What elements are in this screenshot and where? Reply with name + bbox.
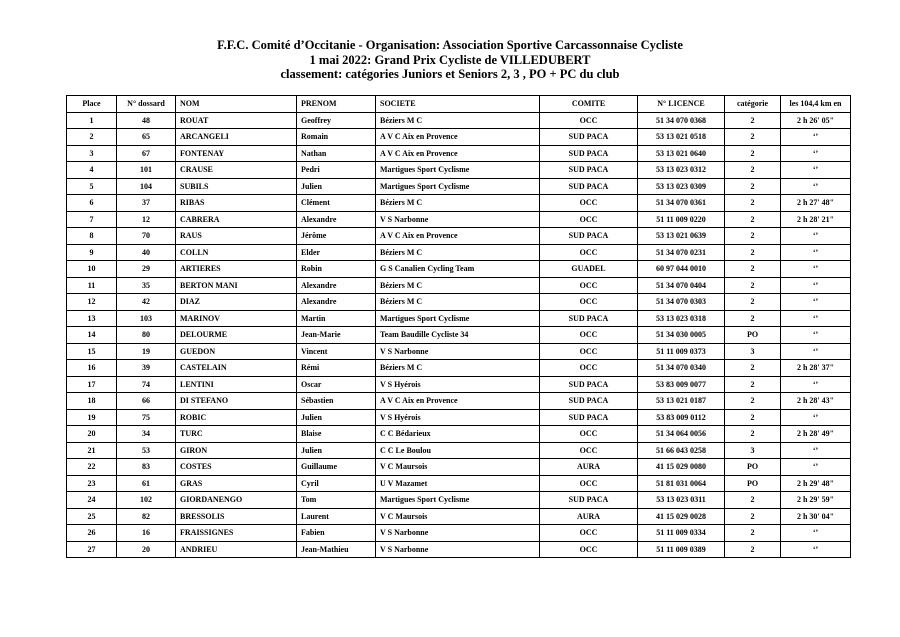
col-header-name: NOM (176, 96, 297, 113)
cell-category: 2 (725, 195, 781, 212)
cell-bib: 34 (117, 426, 176, 443)
cell-licence: 51 11 009 0220 (638, 211, 725, 228)
cell-place: 3 (67, 145, 117, 162)
cell-club: Martigues Sport Cyclisme (376, 492, 540, 509)
cell-place: 9 (67, 244, 117, 261)
cell-club: Béziers M C (376, 360, 540, 377)
cell-firstname: Jean-Marie (297, 327, 376, 344)
cell-category: 2 (725, 525, 781, 542)
cell-firstname: Clément (297, 195, 376, 212)
cell-time: ‘’ (781, 459, 851, 476)
cell-licence: 51 11 009 0373 (638, 343, 725, 360)
cell-place: 14 (67, 327, 117, 344)
table-row (67, 492, 851, 509)
cell-name: GIRON (176, 442, 297, 459)
header-title: F.F.C. Comité d’Occitanie - Organisation: Association Sportive Carcassonnaise Cycliste (217, 38, 683, 52)
col-header-time: les 104,4 km en (781, 96, 851, 113)
cell-bib: 20 (117, 541, 176, 558)
table-row (67, 310, 851, 327)
cell-name: CABRERA (176, 211, 297, 228)
cell-place: 19 (67, 409, 117, 426)
cell-committee: SUD PACA (540, 162, 638, 179)
cell-bib: 75 (117, 409, 176, 426)
cell-club: V S Narbonne (376, 211, 540, 228)
cell-club: V S Hyérois (376, 409, 540, 426)
cell-licence: 53 83 009 0112 (638, 409, 725, 426)
cell-place: 27 (67, 541, 117, 558)
table-row (67, 211, 851, 228)
cell-firstname: Blaise (297, 426, 376, 443)
cell-place: 21 (67, 442, 117, 459)
cell-licence: 51 11 009 0334 (638, 525, 725, 542)
cell-firstname: Fabien (297, 525, 376, 542)
cell-firstname: Geoffrey (297, 112, 376, 129)
table-row (67, 442, 851, 459)
cell-place: 25 (67, 508, 117, 525)
cell-committee: AURA (540, 459, 638, 476)
cell-name: FONTENAY (176, 145, 297, 162)
cell-place: 24 (67, 492, 117, 509)
cell-bib: 66 (117, 393, 176, 410)
cell-time: ‘’ (781, 376, 851, 393)
cell-bib: 19 (117, 343, 176, 360)
cell-bib: 83 (117, 459, 176, 476)
cell-name: ARTIERES (176, 261, 297, 278)
cell-committee: OCC (540, 294, 638, 311)
cell-name: GRAS (176, 475, 297, 492)
cell-time: ‘’ (781, 343, 851, 360)
cell-club: C C Bédarieux (376, 426, 540, 443)
cell-club: A V C Aix en Provence (376, 228, 540, 245)
table-row (67, 228, 851, 245)
cell-category: 2 (725, 541, 781, 558)
table-row (67, 393, 851, 410)
cell-licence: 51 66 043 0258 (638, 442, 725, 459)
cell-name: TURC (176, 426, 297, 443)
cell-bib: 104 (117, 178, 176, 195)
table-row (67, 129, 851, 146)
cell-committee: OCC (540, 327, 638, 344)
cell-place: 16 (67, 360, 117, 377)
cell-firstname: Alexandre (297, 277, 376, 294)
cell-name: ANDRIEU (176, 541, 297, 558)
cell-firstname: Alexandre (297, 294, 376, 311)
cell-category: 3 (725, 442, 781, 459)
table-row (67, 145, 851, 162)
cell-licence: 51 81 031 0064 (638, 475, 725, 492)
cell-licence: 51 34 070 0340 (638, 360, 725, 377)
cell-place: 13 (67, 310, 117, 327)
cell-bib: 16 (117, 525, 176, 542)
cell-bib: 61 (117, 475, 176, 492)
cell-place: 17 (67, 376, 117, 393)
cell-name: SUBILS (176, 178, 297, 195)
cell-club: Béziers M C (376, 294, 540, 311)
cell-bib: 80 (117, 327, 176, 344)
cell-committee: GUADEL (540, 261, 638, 278)
cell-committee: OCC (540, 541, 638, 558)
cell-category: 2 (725, 244, 781, 261)
cell-category: 2 (725, 228, 781, 245)
cell-category: 2 (725, 162, 781, 179)
cell-licence: 60 97 044 0010 (638, 261, 725, 278)
cell-time: ‘’ (781, 162, 851, 179)
cell-place: 22 (67, 459, 117, 476)
table-row (67, 508, 851, 525)
cell-licence: 41 15 029 0080 (638, 459, 725, 476)
cell-bib: 102 (117, 492, 176, 509)
cell-firstname: Oscar (297, 376, 376, 393)
cell-place: 12 (67, 294, 117, 311)
cell-firstname: Alexandre (297, 211, 376, 228)
cell-committee: AURA (540, 508, 638, 525)
cell-category: 2 (725, 310, 781, 327)
cell-licence: 51 11 009 0389 (638, 541, 725, 558)
col-header-category: catégorie (725, 96, 781, 113)
cell-category: PO (725, 327, 781, 344)
table-row (67, 475, 851, 492)
cell-time: ‘’ (781, 541, 851, 558)
cell-name: LENTINI (176, 376, 297, 393)
cell-bib: 39 (117, 360, 176, 377)
cell-time: 2 h 26' 05" (781, 112, 851, 129)
cell-firstname: Julien (297, 178, 376, 195)
cell-time: 2 h 27' 48" (781, 195, 851, 212)
cell-club: Béziers M C (376, 112, 540, 129)
cell-place: 1 (67, 112, 117, 129)
cell-bib: 82 (117, 508, 176, 525)
cell-name: BRESSOLIS (176, 508, 297, 525)
cell-firstname: Jérôme (297, 228, 376, 245)
cell-name: MARINOV (176, 310, 297, 327)
cell-name: RIBAS (176, 195, 297, 212)
cell-name: ARCANGELI (176, 129, 297, 146)
cell-place: 20 (67, 426, 117, 443)
cell-bib: 12 (117, 211, 176, 228)
col-header-bib: N° dossard (117, 96, 176, 113)
cell-place: 23 (67, 475, 117, 492)
cell-club: V S Hyérois (376, 376, 540, 393)
cell-category: PO (725, 475, 781, 492)
cell-firstname: Jean-Mathieu (297, 541, 376, 558)
table-row (67, 360, 851, 377)
cell-category: PO (725, 459, 781, 476)
cell-category: 2 (725, 409, 781, 426)
cell-category: 2 (725, 145, 781, 162)
table-row (67, 426, 851, 443)
cell-time: ‘’ (781, 129, 851, 146)
cell-licence: 41 15 029 0028 (638, 508, 725, 525)
results-table (66, 95, 851, 558)
table-row (67, 178, 851, 195)
cell-licence: 53 83 009 0077 (638, 376, 725, 393)
cell-time: ‘’ (781, 178, 851, 195)
cell-committee: SUD PACA (540, 310, 638, 327)
cell-committee: OCC (540, 343, 638, 360)
cell-bib: 74 (117, 376, 176, 393)
cell-time: ‘’ (781, 310, 851, 327)
cell-category: 2 (725, 426, 781, 443)
cell-firstname: Julien (297, 409, 376, 426)
table-row (67, 327, 851, 344)
cell-club: A V C Aix en Provence (376, 145, 540, 162)
cell-time: 2 h 28' 49" (781, 426, 851, 443)
cell-category: 2 (725, 261, 781, 278)
cell-bib: 67 (117, 145, 176, 162)
cell-place: 6 (67, 195, 117, 212)
cell-firstname: Romain (297, 129, 376, 146)
cell-name: CASTELAIN (176, 360, 297, 377)
col-header-place: Place (67, 96, 117, 113)
cell-name: RAUS (176, 228, 297, 245)
cell-name: CRAUSE (176, 162, 297, 179)
cell-place: 5 (67, 178, 117, 195)
cell-committee: OCC (540, 475, 638, 492)
cell-time: ‘’ (781, 442, 851, 459)
cell-place: 11 (67, 277, 117, 294)
cell-bib: 42 (117, 294, 176, 311)
table-row (67, 525, 851, 542)
cell-club: Martigues Sport Cyclisme (376, 162, 540, 179)
cell-bib: 70 (117, 228, 176, 245)
table-row (67, 541, 851, 558)
cell-licence: 53 13 023 0311 (638, 492, 725, 509)
table-row (67, 162, 851, 179)
cell-category: 2 (725, 178, 781, 195)
table-row (67, 294, 851, 311)
cell-club: Béziers M C (376, 244, 540, 261)
cell-firstname: Rémi (297, 360, 376, 377)
cell-bib: 48 (117, 112, 176, 129)
cell-licence: 53 13 021 0640 (638, 145, 725, 162)
cell-committee: OCC (540, 112, 638, 129)
cell-time: ‘’ (781, 409, 851, 426)
cell-licence: 51 34 070 0404 (638, 277, 725, 294)
cell-licence: 51 34 070 0368 (638, 112, 725, 129)
cell-committee: OCC (540, 360, 638, 377)
cell-category: 2 (725, 508, 781, 525)
cell-licence: 51 34 064 0056 (638, 426, 725, 443)
cell-committee: SUD PACA (540, 393, 638, 410)
cell-committee: SUD PACA (540, 409, 638, 426)
cell-club: V C Maursois (376, 459, 540, 476)
cell-time: ‘’ (781, 327, 851, 344)
cell-licence: 53 13 023 0312 (638, 162, 725, 179)
table-row (67, 409, 851, 426)
cell-name: ROBIC (176, 409, 297, 426)
cell-name: DIAZ (176, 294, 297, 311)
cell-club: Martigues Sport Cyclisme (376, 310, 540, 327)
col-header-firstname: PRENOM (297, 96, 376, 113)
cell-club: U V Mazamet (376, 475, 540, 492)
col-header-licence: N° LICENCE (638, 96, 725, 113)
cell-name: BERTON MANI (176, 277, 297, 294)
cell-bib: 35 (117, 277, 176, 294)
cell-committee: OCC (540, 244, 638, 261)
cell-committee: OCC (540, 442, 638, 459)
cell-category: 2 (725, 492, 781, 509)
cell-name: GIORDANENGO (176, 492, 297, 509)
cell-club: V S Narbonne (376, 525, 540, 542)
cell-committee: SUD PACA (540, 178, 638, 195)
cell-time: ‘’ (781, 261, 851, 278)
cell-bib: 53 (117, 442, 176, 459)
cell-name: ROUAT (176, 112, 297, 129)
cell-bib: 103 (117, 310, 176, 327)
cell-firstname: Cyril (297, 475, 376, 492)
cell-bib: 29 (117, 261, 176, 278)
cell-firstname: Guillaume (297, 459, 376, 476)
cell-club: Béziers M C (376, 195, 540, 212)
table-row (67, 343, 851, 360)
cell-club: A V C Aix en Provence (376, 393, 540, 410)
cell-firstname: Pedri (297, 162, 376, 179)
cell-category: 2 (725, 129, 781, 146)
table-row (67, 261, 851, 278)
cell-time: 2 h 28' 21" (781, 211, 851, 228)
cell-firstname: Laurent (297, 508, 376, 525)
cell-firstname: Nathan (297, 145, 376, 162)
cell-licence: 53 13 021 0187 (638, 393, 725, 410)
cell-time: 2 h 28' 43" (781, 393, 851, 410)
cell-place: 26 (67, 525, 117, 542)
cell-firstname: Tom (297, 492, 376, 509)
cell-place: 18 (67, 393, 117, 410)
cell-place: 4 (67, 162, 117, 179)
table-row (67, 376, 851, 393)
cell-place: 2 (67, 129, 117, 146)
cell-time: ‘’ (781, 244, 851, 261)
cell-club: G S Canalien Cycling Team (376, 261, 540, 278)
cell-club: V C Maursois (376, 508, 540, 525)
cell-club: Martigues Sport Cyclisme (376, 178, 540, 195)
cell-committee: OCC (540, 426, 638, 443)
cell-category: 2 (725, 277, 781, 294)
cell-committee: SUD PACA (540, 145, 638, 162)
cell-club: Béziers M C (376, 277, 540, 294)
document-header (0, 38, 900, 82)
col-header-club: SOCIETE (376, 96, 540, 113)
cell-place: 10 (67, 261, 117, 278)
cell-time: 2 h 28' 37" (781, 360, 851, 377)
cell-committee: OCC (540, 211, 638, 228)
cell-firstname: Julien (297, 442, 376, 459)
cell-category: 2 (725, 393, 781, 410)
cell-licence: 51 34 070 0361 (638, 195, 725, 212)
cell-name: DELOURME (176, 327, 297, 344)
cell-firstname: Elder (297, 244, 376, 261)
table-row (67, 195, 851, 212)
cell-name: FRAISSIGNES (176, 525, 297, 542)
cell-firstname: Sébastien (297, 393, 376, 410)
cell-club: Team Baudille Cycliste 34 (376, 327, 540, 344)
header-event: 1 mai 2022: Grand Prix Cycliste de VILLEDUBERT (309, 52, 591, 67)
cell-club: V S Narbonne (376, 541, 540, 558)
cell-category: 3 (725, 343, 781, 360)
cell-committee: SUD PACA (540, 129, 638, 146)
cell-firstname: Robin (297, 261, 376, 278)
cell-time: ‘’ (781, 277, 851, 294)
cell-category: 2 (725, 376, 781, 393)
cell-name: COSTES (176, 459, 297, 476)
cell-licence: 53 13 023 0309 (638, 178, 725, 195)
cell-place: 7 (67, 211, 117, 228)
cell-time: 2 h 29' 48" (781, 475, 851, 492)
col-header-committee: COMITE (540, 96, 638, 113)
cell-time: 2 h 30' 04" (781, 508, 851, 525)
cell-club: C C Le Boulou (376, 442, 540, 459)
cell-committee: SUD PACA (540, 228, 638, 245)
cell-committee: OCC (540, 195, 638, 212)
cell-licence: 51 34 070 0231 (638, 244, 725, 261)
cell-committee: SUD PACA (540, 376, 638, 393)
table-header-row (67, 96, 851, 113)
cell-time: ‘’ (781, 228, 851, 245)
table-row (67, 112, 851, 129)
cell-club: V S Narbonne (376, 343, 540, 360)
cell-bib: 37 (117, 195, 176, 212)
cell-bib: 40 (117, 244, 176, 261)
cell-category: 2 (725, 294, 781, 311)
cell-licence: 51 34 030 0005 (638, 327, 725, 344)
cell-place: 15 (67, 343, 117, 360)
cell-licence: 53 13 021 0518 (638, 129, 725, 146)
cell-time: ‘’ (781, 525, 851, 542)
cell-name: COLLN (176, 244, 297, 261)
cell-committee: OCC (540, 525, 638, 542)
cell-firstname: Martin (297, 310, 376, 327)
cell-category: 2 (725, 211, 781, 228)
cell-name: DI STEFANO (176, 393, 297, 410)
cell-licence: 51 34 070 0303 (638, 294, 725, 311)
cell-category: 2 (725, 112, 781, 129)
table-row (67, 459, 851, 476)
cell-bib: 65 (117, 129, 176, 146)
header-classification: classement: catégories Juniors et Seniors 2, 3 , PO + PC du club (280, 67, 620, 81)
cell-time: ‘’ (781, 145, 851, 162)
table-row (67, 277, 851, 294)
cell-place: 8 (67, 228, 117, 245)
cell-licence: 53 13 021 0639 (638, 228, 725, 245)
cell-licence: 53 13 023 0318 (638, 310, 725, 327)
cell-time: ‘’ (781, 294, 851, 311)
cell-firstname: Vincent (297, 343, 376, 360)
cell-time: 2 h 29' 59" (781, 492, 851, 509)
cell-committee: SUD PACA (540, 492, 638, 509)
cell-name: GUEDON (176, 343, 297, 360)
cell-committee: OCC (540, 277, 638, 294)
cell-bib: 101 (117, 162, 176, 179)
table-row (67, 244, 851, 261)
cell-category: 2 (725, 360, 781, 377)
cell-club: A V C Aix en Provence (376, 129, 540, 146)
